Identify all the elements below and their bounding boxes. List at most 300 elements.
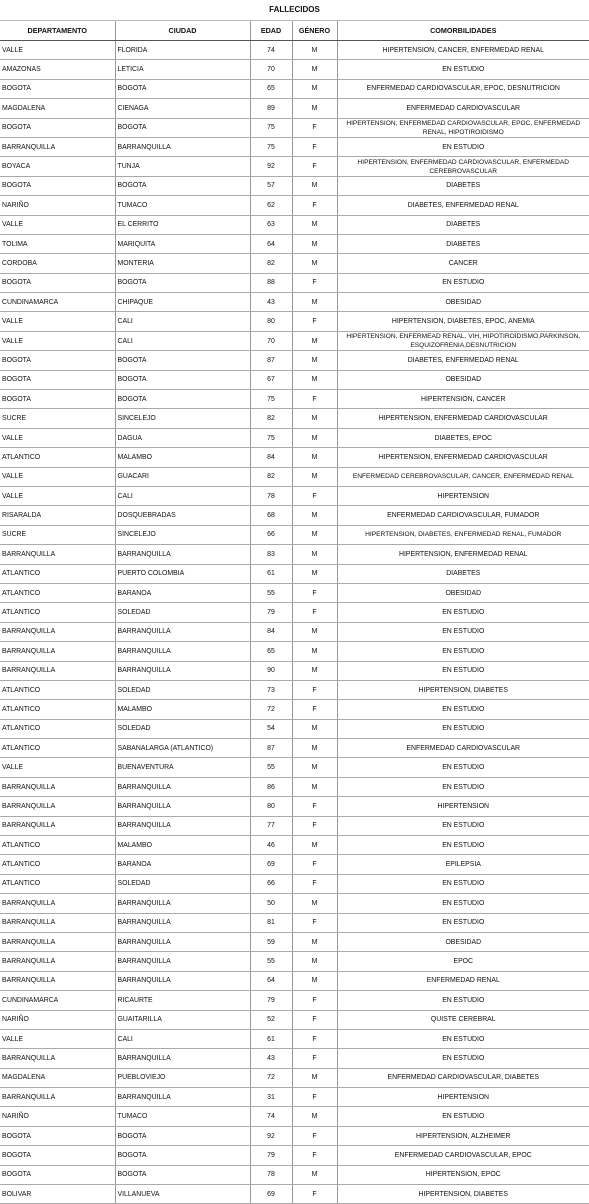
cell-genero: F [292,137,337,156]
table-row [0,545,589,564]
cell-edad: 89 [250,99,292,118]
cell-comorbilidades: EN ESTUDIO [337,991,589,1010]
cell-departamento: BOGOTA [0,370,115,389]
cell-edad: 74 [250,41,292,60]
cell-departamento: NARIÑO [0,196,115,215]
header-edad: EDAD [250,21,292,41]
table-row [0,118,589,137]
cell-departamento: NARIÑO [0,1107,115,1126]
cell-departamento: BARRANQUILLA [0,816,115,835]
cell-departamento: ATLANTICO [0,836,115,855]
cell-genero: F [292,855,337,874]
cell-departamento: CUNDINAMARCA [0,293,115,312]
cell-edad: 72 [250,1068,292,1087]
cell-genero: M [292,351,337,370]
cell-departamento: ATLANTICO [0,739,115,758]
cell-ciudad: RICAURTE [115,991,250,1010]
cell-ciudad: CALI [115,486,250,505]
table-row [0,680,589,699]
cell-ciudad: BOGOTA [115,79,250,98]
cell-comorbilidades: OBESIDAD [337,583,589,602]
cell-edad: 92 [250,157,292,176]
cell-edad: 43 [250,293,292,312]
cell-comorbilidades: HIPERTENSION, ENFERMEDAD RENAL [337,545,589,564]
cell-genero: M [292,661,337,680]
cell-departamento: BOGOTA [0,1126,115,1145]
table-row [0,99,589,118]
table-row [0,273,589,292]
cell-departamento: BOGOTA [0,176,115,195]
cell-ciudad: GUACARI [115,467,250,486]
cell-genero: F [292,273,337,292]
cell-comorbilidades: HIPERTENSION, ENFERMEDAD CARDIOVASCULAR, ENFERMEDAD CEREBROVASCULAR [337,157,589,176]
cell-edad: 75 [250,137,292,156]
cell-departamento: BOYACA [0,157,115,176]
cell-ciudad: BOGOTA [115,118,250,137]
cell-edad: 88 [250,273,292,292]
cell-ciudad: BARRANQUILLA [115,661,250,680]
cell-ciudad: MARIQUITA [115,234,250,253]
cell-edad: 54 [250,719,292,738]
cell-edad: 62 [250,196,292,215]
cell-comorbilidades: HIPERTENSION, ENFERMEAD RENAL, VIH, HIPOTIROIDISMO,PARKINSON, ESQUIZOFRENIA,DESNUTRICION [337,331,589,350]
cell-edad: 82 [250,467,292,486]
cell-genero: M [292,932,337,951]
table-row [0,874,589,893]
cell-comorbilidades: EN ESTUDIO [337,758,589,777]
cell-edad: 80 [250,312,292,331]
cell-genero: F [292,1126,337,1145]
cell-edad: 79 [250,1146,292,1165]
cell-comorbilidades: EN ESTUDIO [337,661,589,680]
cell-comorbilidades: EN ESTUDIO [337,1107,589,1126]
cell-genero: F [292,1049,337,1068]
cell-edad: 69 [250,855,292,874]
cell-ciudad: DOSQUEBRADAS [115,506,250,525]
cell-edad: 87 [250,739,292,758]
cell-edad: 83 [250,545,292,564]
table-row [0,583,589,602]
cell-departamento: BARRANQUILLA [0,952,115,971]
cell-edad: 77 [250,816,292,835]
cell-edad: 66 [250,874,292,893]
cell-comorbilidades: EN ESTUDIO [337,777,589,796]
cell-edad: 86 [250,777,292,796]
cell-comorbilidades: HIPERTENSION, ENFERMEDAD CARDIOVASCULAR [337,409,589,428]
cell-ciudad: SOLEDAD [115,680,250,699]
cell-edad: 79 [250,991,292,1010]
cell-genero: M [292,428,337,447]
cell-departamento: BARRANQUILLA [0,932,115,951]
table-row [0,855,589,874]
cell-comorbilidades: DIABETES, ENFERMEDAD RENAL [337,351,589,370]
cell-departamento: ATLANTICO [0,719,115,738]
table-row [0,312,589,331]
cell-comorbilidades: HIPERTENSION, ENFERMEDAD CARDIOVASCULAR [337,448,589,467]
table-row [0,370,589,389]
cell-departamento: ATLANTICO [0,583,115,602]
table-row [0,137,589,156]
cell-comorbilidades: EN ESTUDIO [337,913,589,932]
cell-ciudad: BOGOTA [115,1165,250,1184]
cell-departamento: BARRANQUILLA [0,622,115,641]
cell-ciudad: BOGOTA [115,351,250,370]
cell-comorbilidades: HIPERTENSION, ALZHEIMER [337,1126,589,1145]
cell-comorbilidades: DIABETES [337,564,589,583]
cell-comorbilidades: EN ESTUDIO [337,816,589,835]
cell-comorbilidades: DIABETES [337,215,589,234]
cell-edad: 50 [250,894,292,913]
cell-ciudad: TUNJA [115,157,250,176]
cell-departamento: BARRANQUILLA [0,545,115,564]
cell-edad: 59 [250,932,292,951]
cell-comorbilidades: HIPERTENSION [337,486,589,505]
table-row [0,836,589,855]
table-row [0,661,589,680]
table-row [0,991,589,1010]
cell-edad: 55 [250,758,292,777]
table-row [0,525,589,544]
table-row [0,448,589,467]
cell-ciudad: MALAMBO [115,448,250,467]
cell-genero: M [292,622,337,641]
table-row [0,1068,589,1087]
cell-edad: 72 [250,700,292,719]
cell-edad: 78 [250,1165,292,1184]
header-genero: GÉNERO [292,21,337,41]
cell-genero: F [292,486,337,505]
cell-departamento: BARRANQUILLA [0,777,115,796]
cell-departamento: BARRANQUILLA [0,971,115,990]
cell-ciudad: BARRANQUILLA [115,545,250,564]
cell-ciudad: PUERTO COLOMBIA [115,564,250,583]
cell-ciudad: BOGOTA [115,390,250,409]
cell-ciudad: BARRANQUILLA [115,777,250,796]
table-row [0,758,589,777]
cell-comorbilidades: HIPERTENSION, DIABETES, EPOC, ANEMIA [337,312,589,331]
cell-departamento: BOGOTA [0,1165,115,1184]
cell-ciudad: BOGOTA [115,1126,250,1145]
cell-edad: 66 [250,525,292,544]
cell-comorbilidades: EN ESTUDIO [337,622,589,641]
cell-genero: M [292,1165,337,1184]
cell-edad: 74 [250,1107,292,1126]
header-departamento: DEPARTAMENTO [0,21,115,41]
cell-comorbilidades: EN ESTUDIO [337,1029,589,1048]
cell-ciudad: LETICIA [115,60,250,79]
cell-departamento: BOGOTA [0,273,115,292]
cell-genero: M [292,448,337,467]
table-row [0,739,589,758]
cell-edad: 55 [250,952,292,971]
cell-edad: 73 [250,680,292,699]
cell-genero: M [292,758,337,777]
cell-departamento: SUCRE [0,525,115,544]
cell-ciudad: DAGUA [115,428,250,447]
cell-edad: 87 [250,351,292,370]
cell-comorbilidades: EN ESTUDIO [337,1049,589,1068]
cell-ciudad: BARRANQUILLA [115,894,250,913]
cell-edad: 64 [250,234,292,253]
cell-edad: 84 [250,622,292,641]
cell-genero: M [292,642,337,661]
cell-comorbilidades: DIABETES [337,234,589,253]
cell-ciudad: CALI [115,331,250,350]
cell-departamento: SUCRE [0,409,115,428]
cell-ciudad: CHIPAQUE [115,293,250,312]
cell-genero: M [292,176,337,195]
cell-genero: M [292,836,337,855]
cell-comorbilidades: QUISTE CEREBRAL [337,1010,589,1029]
cell-departamento: BARRANQUILLA [0,797,115,816]
cell-ciudad: BARRANQUILLA [115,952,250,971]
cell-ciudad: BARRANQUILLA [115,1049,250,1068]
cell-edad: 90 [250,661,292,680]
cell-departamento: VALLE [0,758,115,777]
cell-comorbilidades: CANCER [337,254,589,273]
cell-comorbilidades: EN ESTUDIO [337,137,589,156]
cell-departamento: ATLANTICO [0,700,115,719]
table-row [0,1010,589,1029]
cell-comorbilidades: HIPERTENSION, CANCER, ENFERMEDAD RENAL [337,41,589,60]
cell-ciudad: VILLANUEVA [115,1185,250,1204]
cell-genero: M [292,719,337,738]
table-row [0,351,589,370]
table-row [0,506,589,525]
cell-comorbilidades: ENFERMEDAD CARDIOVASCULAR, EPOC, DESNUTRICION [337,79,589,98]
cell-comorbilidades: ENFERMEDAD CARDIOVASCULAR, DIABETES [337,1068,589,1087]
table-row [0,409,589,428]
cell-ciudad: MALAMBO [115,836,250,855]
cell-comorbilidades: ENFERMEDAD CARDIOVASCULAR, FUMADOR [337,506,589,525]
cell-comorbilidades: DIABETES, EPOC [337,428,589,447]
table-row [0,1146,589,1165]
cell-genero: M [292,79,337,98]
cell-genero: M [292,234,337,253]
deaths-table [0,21,589,1204]
cell-ciudad: MONTERIA [115,254,250,273]
cell-genero: M [292,60,337,79]
cell-edad: 57 [250,176,292,195]
cell-departamento: BOGOTA [0,390,115,409]
cell-departamento: BARRANQUILLA [0,137,115,156]
cell-comorbilidades: EN ESTUDIO [337,273,589,292]
table-row [0,1088,589,1107]
cell-ciudad: TUMACO [115,196,250,215]
cell-ciudad: BARRANQUILLA [115,816,250,835]
cell-comorbilidades: EN ESTUDIO [337,836,589,855]
cell-edad: 63 [250,215,292,234]
cell-departamento: VALLE [0,467,115,486]
cell-genero: F [292,196,337,215]
cell-genero: M [292,506,337,525]
cell-edad: 78 [250,486,292,505]
cell-edad: 46 [250,836,292,855]
cell-comorbilidades: EN ESTUDIO [337,894,589,913]
cell-genero: M [292,409,337,428]
table-row [0,254,589,273]
cell-genero: F [292,583,337,602]
table-body [0,41,589,1204]
cell-edad: 43 [250,1049,292,1068]
cell-comorbilidades: EPILEPSIA [337,855,589,874]
cell-ciudad: BARRANQUILLA [115,932,250,951]
cell-genero: F [292,312,337,331]
table-row [0,932,589,951]
cell-ciudad: SOLEDAD [115,603,250,622]
cell-comorbilidades: HIPERTENSION [337,797,589,816]
cell-departamento: ATLANTICO [0,564,115,583]
header-row [0,21,589,41]
cell-genero: M [292,1107,337,1126]
cell-departamento: BARRANQUILLA [0,913,115,932]
cell-departamento: VALLE [0,312,115,331]
table-row [0,1029,589,1048]
cell-departamento: BARRANQUILLA [0,894,115,913]
table-row [0,564,589,583]
table-row [0,467,589,486]
cell-ciudad: SOLEDAD [115,719,250,738]
cell-departamento: ATLANTICO [0,680,115,699]
table-row [0,428,589,447]
cell-genero: F [292,991,337,1010]
cell-comorbilidades: OBESIDAD [337,293,589,312]
cell-genero: F [292,157,337,176]
cell-ciudad: SINCELEJO [115,409,250,428]
cell-comorbilidades: HIPERTENSION, DIABETES [337,680,589,699]
cell-genero: M [292,525,337,544]
cell-genero: F [292,797,337,816]
table-row [0,700,589,719]
cell-departamento: VALLE [0,331,115,350]
cell-ciudad: PUEBLOVIEJO [115,1068,250,1087]
cell-departamento: BARRANQUILLA [0,642,115,661]
cell-ciudad: SINCELEJO [115,525,250,544]
cell-departamento: ATLANTICO [0,448,115,467]
cell-genero: M [292,331,337,350]
cell-departamento: MAGDALENA [0,1068,115,1087]
cell-comorbilidades: EN ESTUDIO [337,874,589,893]
table-row [0,642,589,661]
cell-ciudad: SABANALARGA (ATLANTICO) [115,739,250,758]
cell-ciudad: BARRANQUILLA [115,642,250,661]
table-row [0,293,589,312]
cell-edad: 84 [250,448,292,467]
cell-genero: M [292,215,337,234]
cell-comorbilidades: DIABETES [337,176,589,195]
cell-edad: 52 [250,1010,292,1029]
table-row [0,622,589,641]
cell-ciudad: EL CERRITO [115,215,250,234]
cell-departamento: ATLANTICO [0,603,115,622]
cell-edad: 64 [250,971,292,990]
cell-comorbilidades: EN ESTUDIO [337,700,589,719]
table-row [0,196,589,215]
table-row [0,797,589,816]
table-row [0,952,589,971]
cell-comorbilidades: EN ESTUDIO [337,719,589,738]
cell-comorbilidades: DIABETES, ENFERMEDAD RENAL [337,196,589,215]
cell-departamento: MAGDALENA [0,99,115,118]
table-row [0,1185,589,1204]
cell-comorbilidades: HIPERTENSION, ENFERMEDAD CARDIOVASCULAR, EPOC, ENFERMEDAD RENAL, HIPOTIROIDISMO [337,118,589,137]
cell-departamento: VALLE [0,428,115,447]
cell-genero: M [292,545,337,564]
cell-ciudad: BARRANQUILLA [115,137,250,156]
table-row [0,234,589,253]
cell-genero: M [292,739,337,758]
cell-departamento: BOGOTA [0,1146,115,1165]
cell-departamento: VALLE [0,1029,115,1048]
cell-edad: 75 [250,390,292,409]
cell-comorbilidades: ENFERMEDAD CEREBROVASCULAR, CANCER, ENFERMEDAD RENAL [337,467,589,486]
cell-genero: F [292,1146,337,1165]
cell-edad: 31 [250,1088,292,1107]
cell-edad: 82 [250,254,292,273]
cell-departamento: ATLANTICO [0,874,115,893]
cell-departamento: TOLIMA [0,234,115,253]
cell-departamento: BOGOTA [0,79,115,98]
cell-genero: M [292,293,337,312]
cell-ciudad: GUAITARILLA [115,1010,250,1029]
cell-departamento: VALLE [0,41,115,60]
cell-departamento: BOGOTA [0,351,115,370]
cell-ciudad: FLORIDA [115,41,250,60]
cell-genero: F [292,603,337,622]
sheet-title: FALLECIDOS [0,0,589,21]
cell-genero: F [292,700,337,719]
table-row [0,79,589,98]
cell-genero: F [292,1088,337,1107]
cell-edad: 65 [250,79,292,98]
cell-genero: M [292,370,337,389]
cell-edad: 67 [250,370,292,389]
cell-edad: 68 [250,506,292,525]
cell-genero: M [292,99,337,118]
cell-comorbilidades: ENFERMEDAD RENAL [337,971,589,990]
table-row [0,1107,589,1126]
header-comorbilidades: COMORBILIDADES [337,21,589,41]
cell-genero: F [292,1010,337,1029]
cell-ciudad: BARRANQUILLA [115,622,250,641]
cell-genero: M [292,777,337,796]
cell-ciudad: CALI [115,312,250,331]
cell-departamento: VALLE [0,486,115,505]
table-row [0,60,589,79]
cell-genero: M [292,971,337,990]
cell-edad: 82 [250,409,292,428]
cell-ciudad: BOGOTA [115,1146,250,1165]
cell-edad: 69 [250,1185,292,1204]
cell-ciudad: CIENAGA [115,99,250,118]
cell-edad: 61 [250,1029,292,1048]
cell-comorbilidades: EN ESTUDIO [337,642,589,661]
table-row [0,894,589,913]
cell-ciudad: BARANOA [115,855,250,874]
cell-comorbilidades: ENFERMEDAD CARDIOVASCULAR [337,739,589,758]
cell-comorbilidades: HIPERTENSION, DIABETES [337,1185,589,1204]
cell-departamento: BARRANQUILLA [0,1049,115,1068]
cell-edad: 81 [250,913,292,932]
cell-genero: F [292,816,337,835]
table-row [0,390,589,409]
cell-edad: 75 [250,118,292,137]
cell-genero: F [292,680,337,699]
cell-genero: F [292,1185,337,1204]
cell-ciudad: MALAMBO [115,700,250,719]
cell-genero: F [292,874,337,893]
cell-ciudad: SOLEDAD [115,874,250,893]
